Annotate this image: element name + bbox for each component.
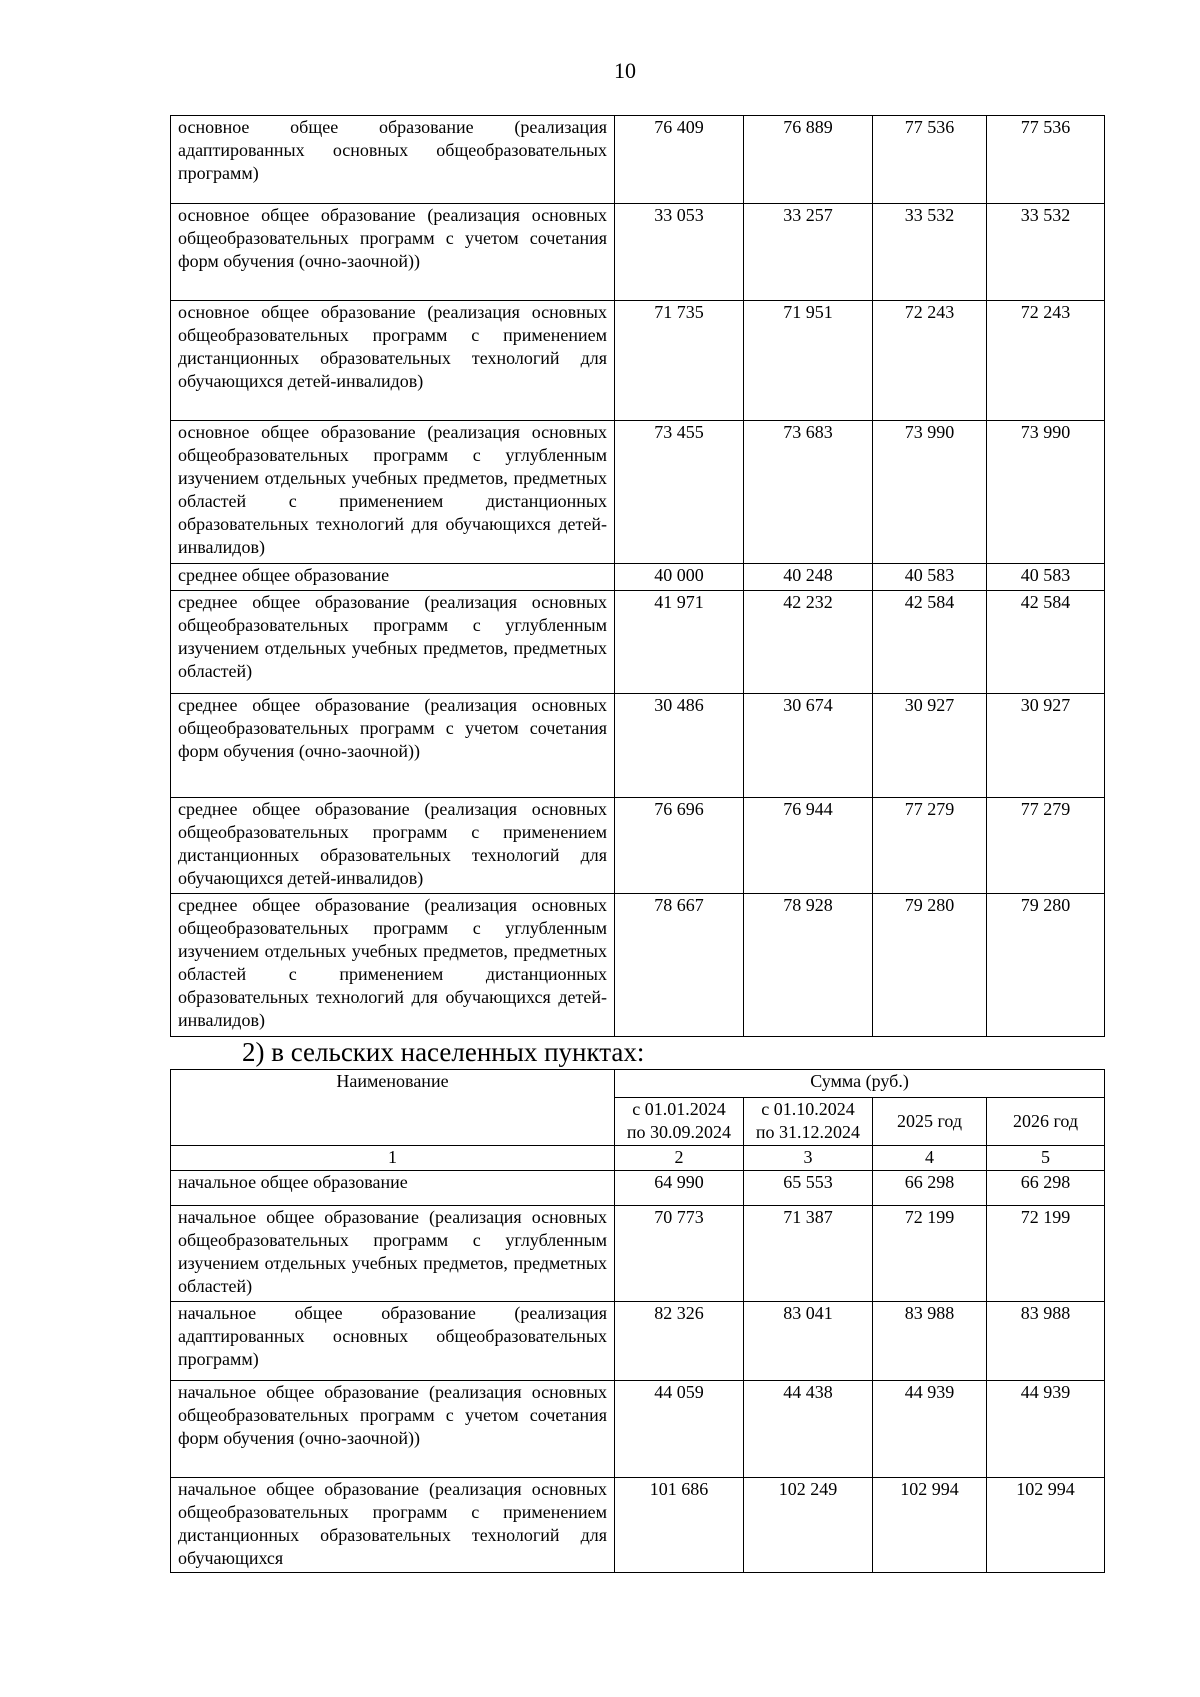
column-number: 3 (744, 1146, 873, 1171)
section-heading: 2) в сельских населенных пунктах: (242, 1037, 645, 1067)
value-cell: 40 248 (744, 564, 873, 591)
value-cell: 65 553 (744, 1171, 873, 1206)
row-name: основное общее образование (реализация основных общеобразовательных программ с учетом сочетания форм обучения (очно-заочной)) (171, 204, 615, 301)
value-cell: 102 249 (744, 1478, 873, 1573)
table-row (171, 798, 1105, 894)
header-period-1-start: с 01.01.2024 (632, 1099, 726, 1119)
value-cell: 82 326 (615, 1302, 744, 1381)
table-row (171, 1171, 1105, 1206)
table-row (171, 591, 1105, 694)
header-period-2-start: с 01.10.2024 (761, 1099, 855, 1119)
value-cell: 66 298 (873, 1171, 987, 1206)
header-period-2-end: по 31.12.2024 (755, 1122, 861, 1142)
value-cell: 71 951 (744, 301, 873, 421)
table-row (171, 694, 1105, 798)
row-name: среднее общее образование (реализация основных общеобразовательных программ с углубленным изучением отдельных учебных предметов, предметных областей с применением дистанционных образовательных технологий для обучающихся детей-инвалидов) (171, 894, 615, 1037)
value-cell: 44 059 (615, 1381, 744, 1478)
column-number: 2 (615, 1146, 744, 1171)
value-cell: 42 584 (873, 591, 987, 694)
value-cell: 40 583 (873, 564, 987, 591)
value-cell: 76 409 (615, 116, 744, 204)
row-name: начальное общее образование (171, 1171, 615, 1206)
header-year-2025: 2025 год (873, 1098, 987, 1146)
value-cell: 102 994 (873, 1478, 987, 1573)
value-cell: 30 486 (615, 694, 744, 798)
value-cell: 78 928 (744, 894, 873, 1037)
row-name: начальное общее образование (реализация основных общеобразовательных программ с применением дистанционных образовательных технологий для обучающихся (171, 1478, 615, 1573)
value-cell: 76 696 (615, 798, 744, 894)
value-cell: 71 735 (615, 301, 744, 421)
row-name: среднее общее образование (реализация основных общеобразовательных программ с углубленным изучением отдельных учебных предметов, предметных областей) (171, 591, 615, 694)
value-cell: 70 773 (615, 1206, 744, 1302)
page-number: 10 (614, 58, 636, 83)
value-cell: 71 387 (744, 1206, 873, 1302)
value-cell: 77 279 (873, 798, 987, 894)
table-row (171, 894, 1105, 1037)
row-name: среднее общее образование (171, 564, 615, 591)
value-cell: 101 686 (615, 1478, 744, 1573)
table-row (171, 204, 1105, 301)
value-cell: 42 584 (987, 591, 1105, 694)
table-row (171, 301, 1105, 421)
column-number-row (171, 1146, 1105, 1171)
table-row (171, 1381, 1105, 1478)
table-row (171, 564, 1105, 591)
table-row (171, 1302, 1105, 1381)
value-cell: 77 536 (987, 116, 1105, 204)
value-cell: 72 243 (873, 301, 987, 421)
value-cell: 66 298 (987, 1171, 1105, 1206)
column-number: 4 (873, 1146, 987, 1171)
funding-table-rural (170, 1069, 1105, 1573)
value-cell: 33 532 (987, 204, 1105, 301)
value-cell: 79 280 (873, 894, 987, 1037)
value-cell: 44 939 (987, 1381, 1105, 1478)
value-cell: 76 944 (744, 798, 873, 894)
value-cell: 79 280 (987, 894, 1105, 1037)
funding-table-urban-continued (170, 115, 1105, 1037)
value-cell: 30 927 (873, 694, 987, 798)
value-cell: 64 990 (615, 1171, 744, 1206)
value-cell: 40 583 (987, 564, 1105, 591)
value-cell: 78 667 (615, 894, 744, 1037)
header-period-1-end: по 30.09.2024 (626, 1122, 732, 1142)
value-cell: 102 994 (987, 1478, 1105, 1573)
header-period-1 (615, 1098, 744, 1146)
value-cell: 83 988 (987, 1302, 1105, 1381)
header-name: Наименование (171, 1070, 615, 1146)
row-name: начальное общее образование (реализация основных общеобразовательных программ с учетом сочетания форм обучения (очно-заочной)) (171, 1381, 615, 1478)
value-cell: 83 988 (873, 1302, 987, 1381)
row-name: начальное общее образование (реализация адаптированных основных общеобразовательных программ) (171, 1302, 615, 1381)
row-name: среднее общее образование (реализация основных общеобразовательных программ с учетом сочетания форм обучения (очно-заочной)) (171, 694, 615, 798)
value-cell: 73 455 (615, 421, 744, 564)
header-row (171, 1070, 1105, 1098)
value-cell: 77 536 (873, 116, 987, 204)
table-row (171, 1206, 1105, 1302)
value-cell: 73 990 (987, 421, 1105, 564)
column-number: 1 (171, 1146, 615, 1171)
row-name: среднее общее образование (реализация основных общеобразовательных программ с применением дистанционных образовательных технологий для обучающихся детей-инвалидов) (171, 798, 615, 894)
value-cell: 76 889 (744, 116, 873, 204)
header-sum: Сумма (руб.) (615, 1070, 1105, 1098)
value-cell: 33 053 (615, 204, 744, 301)
row-name: основное общее образование (реализация основных общеобразовательных программ с углубленным изучением отдельных учебных предметов, предметных областей с применением дистанционных образовательных технологий для обучающихся детей-инвалидов) (171, 421, 615, 564)
value-cell: 72 243 (987, 301, 1105, 421)
row-name: основное общее образование (реализация адаптированных основных общеобразовательных программ) (171, 116, 615, 204)
table-row (171, 116, 1105, 204)
table-row (171, 421, 1105, 564)
value-cell: 41 971 (615, 591, 744, 694)
value-cell: 44 939 (873, 1381, 987, 1478)
value-cell: 73 683 (744, 421, 873, 564)
header-year-2026: 2026 год (987, 1098, 1105, 1146)
header-period-2 (744, 1098, 873, 1146)
row-name: основное общее образование (реализация основных общеобразовательных программ с применением дистанционных образовательных технологий для обучающихся детей-инвалидов) (171, 301, 615, 421)
value-cell: 40 000 (615, 564, 744, 591)
value-cell: 83 041 (744, 1302, 873, 1381)
value-cell: 30 927 (987, 694, 1105, 798)
column-number: 5 (987, 1146, 1105, 1171)
value-cell: 72 199 (873, 1206, 987, 1302)
value-cell: 73 990 (873, 421, 987, 564)
value-cell: 30 674 (744, 694, 873, 798)
row-name: начальное общее образование (реализация основных общеобразовательных программ с углубленным изучением отдельных учебных предметов, предметных областей) (171, 1206, 615, 1302)
value-cell: 44 438 (744, 1381, 873, 1478)
value-cell: 77 279 (987, 798, 1105, 894)
value-cell: 33 532 (873, 204, 987, 301)
value-cell: 72 199 (987, 1206, 1105, 1302)
value-cell: 33 257 (744, 204, 873, 301)
table-row (171, 1478, 1105, 1573)
value-cell: 42 232 (744, 591, 873, 694)
